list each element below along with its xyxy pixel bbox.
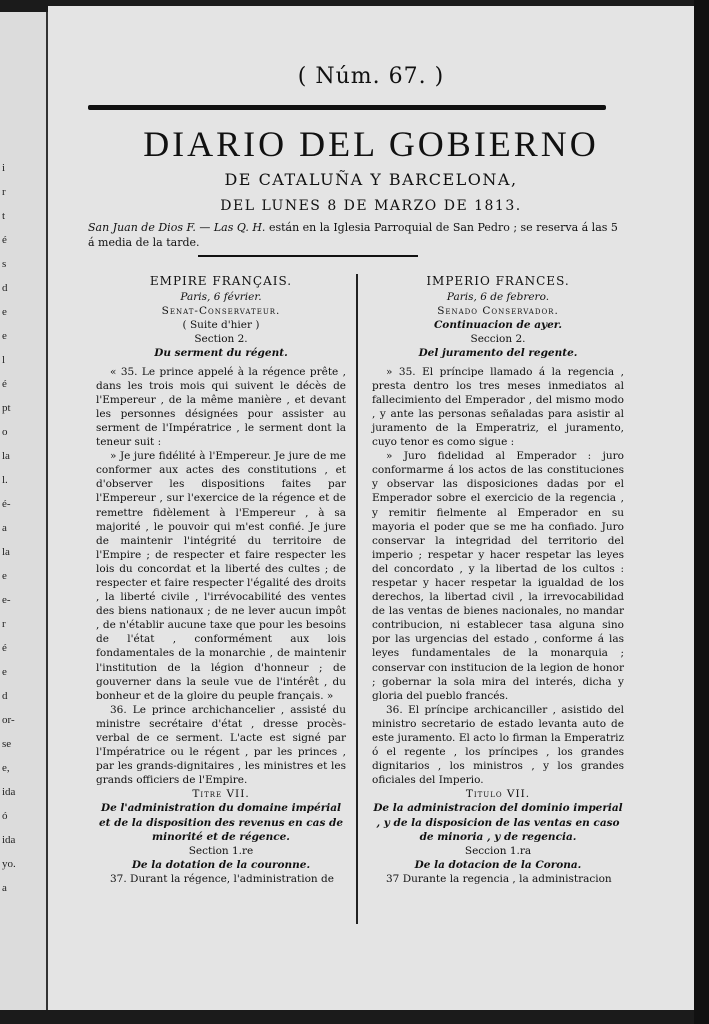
notice-text: están en la Iglesia Parroquial de San Pedro ; se reserva á las 5 á media de la tarde. bbox=[88, 221, 618, 249]
section-rule bbox=[198, 255, 418, 257]
margin-fragment: a bbox=[2, 522, 7, 534]
french-heading: EMPIRE FRANÇAIS. bbox=[149, 274, 293, 288]
spanish-paragraph: 36. El príncipe archicanciller , asistido del ministro secretario de estado levanta auto de este juramento. El acto lo firman la Emperatriz ó el regente , los príncipes , los grandes dignitarios , los ministros , y los grandes oficiales del Imperio. bbox=[372, 703, 624, 787]
spanish-heading: IMPERIO FRANCES. bbox=[426, 274, 570, 288]
top-rule bbox=[88, 105, 606, 110]
spanish-section1: Seccion 1.ra bbox=[464, 844, 532, 857]
margin-fragment: e bbox=[2, 666, 7, 678]
margin-fragment: l. bbox=[2, 474, 8, 486]
margin-fragment: t bbox=[2, 210, 6, 222]
spanish-section: Seccion 2. bbox=[470, 333, 526, 346]
margin-fragment: a bbox=[2, 882, 7, 894]
french-title7: Titre VII. bbox=[192, 788, 250, 801]
french-paragraph: 36. Le prince archichancelier , assisté du ministre secrétaire d'état , dresse procès-verbal de ce serment. L'acte est signé par l'Impératrice ou le régent , par les princes , par les grands-dignitaires , les ministres et les grands officiers de l'Empire. bbox=[96, 703, 346, 787]
spanish-title7: Titulo VII. bbox=[465, 788, 531, 801]
french-section-title: Du serment du régent. bbox=[154, 347, 288, 360]
margin-fragment: d bbox=[2, 690, 8, 702]
margin-fragment: ó bbox=[2, 810, 8, 822]
margin-fragment: é bbox=[2, 378, 7, 390]
french-last-line: 37. Durant la régence, l'administration de bbox=[110, 872, 334, 885]
margin-fragment: i bbox=[2, 162, 6, 174]
margin-fragment: é- bbox=[2, 498, 11, 510]
margin-fragment: r bbox=[2, 618, 6, 630]
column-divider bbox=[356, 274, 358, 924]
margin-fragment: o bbox=[2, 426, 8, 438]
masthead-subtitle: DE CATALUÑA Y BARCELONA, bbox=[224, 170, 518, 189]
margin-fragment: yo. bbox=[2, 858, 16, 870]
margin-fragment: r bbox=[2, 186, 6, 198]
french-dateline: Paris, 6 février. bbox=[180, 291, 262, 304]
church-notice bbox=[88, 220, 618, 250]
spanish-dateline: Paris, 6 de febrero. bbox=[446, 291, 550, 304]
margin-fragment: ida bbox=[2, 786, 16, 798]
margin-fragment: e, bbox=[2, 762, 10, 774]
margin-fragment: ida bbox=[2, 834, 16, 846]
margin-fragment: pt bbox=[2, 402, 11, 414]
spanish-body-title: Senado Conservador. bbox=[437, 305, 559, 318]
spanish-paragraph: » 35. El príncipe llamado á la regencia , presta dentro los tres meses inmediatos al fallecimiento del Emperador , del mismo modo , y ante las personas señaladas para asistir al juramento de la Emperatriz, el juramento, cuyo tenor es como sigue : bbox=[372, 365, 624, 449]
margin-fragment: e bbox=[2, 306, 7, 318]
binding-edge bbox=[694, 0, 709, 1024]
left-facing-page bbox=[0, 12, 49, 1010]
french-paragraph: « 35. Le prince appelé à la régence prête , dans les trois mois qui suivent le décès de l'Empereur , de la même manière , et devant les personnes désignées pour assister au serment de l'Impératrice , le serment dont la teneur suit : bbox=[96, 365, 346, 449]
spanish-section-title: Del juramento del regente. bbox=[418, 347, 578, 360]
margin-fragment: la bbox=[2, 546, 10, 558]
margin-fragment: e bbox=[2, 330, 7, 342]
margin-fragment: d bbox=[2, 282, 8, 294]
spanish-paragraph: » Juro fidelidad al Emperador : juro conformarme á los actos de las constituciones y observar las disposiciones dadas por el Emperador sobre el exercicio de la regencia , y remitir fielmente al Emperador en su mayoria el poder que se me ha confiado. Juro conservar la integridad del territorio del imperio ; respetar y hacer respetar las leyes del concordato , y la libertad de los cultos : respetar y hacer respetar la igualdad de los derechos, la libertad civil , la irrevocabilidad de las ventas de bienes nacionales, no mandar contribucion, ni establecer tasa alguna sino por las urgencias del estado , conforme á las leyes fundamentales de la monarquia ; conservar con institucion de la legion de honor ; gobernar la sola mira del interés, dicha y gloria del pueblo francés. bbox=[372, 450, 624, 702]
margin-fragment: é bbox=[2, 234, 7, 246]
spanish-title7-desc: De la administracion del dominio imperial , y de la disposicion de las ventas en caso de minoria , y de regencia. bbox=[373, 802, 623, 843]
french-title7-desc: De l'administration du domaine impérial et de la disposition des revenus en cas de minorité et de régence. bbox=[98, 802, 344, 843]
spanish-section1-title: De la dotacion de la Corona. bbox=[414, 858, 582, 871]
margin-fragment: se bbox=[2, 738, 12, 750]
margin-fragment: or- bbox=[2, 714, 15, 726]
margin-fragment: é bbox=[2, 642, 7, 654]
spanish-column bbox=[372, 274, 624, 886]
masthead-title: DIARIO DEL GOBIERNO bbox=[143, 124, 599, 164]
french-continuation: ( Suite d'hier ) bbox=[182, 319, 260, 332]
issue-number: ( Núm. 67. ) bbox=[297, 64, 445, 89]
spanish-last-line: 37 Durante la regencia , la administracion bbox=[386, 872, 612, 885]
french-section1: Section 1.re bbox=[188, 844, 254, 857]
spanish-continuation: Continuacion de ayer. bbox=[433, 319, 563, 332]
french-paragraph: » Je jure fidélité à l'Empereur. Je jure de me conformer aux actes des constitutions , et d'observer les dispositions faites par l'Empereur , sur l'exercice de la régence et de remettre fidèlement à l'Empereur , à sa majorité , le pouvoir qui m'est confié. Je jure de maintenir l'intégrité du territoire de l'Empire ; de respecter et faire respecter les lois du concordat et la liberté des cultes ; de respecter et faire respecter l'égalité des droits , la liberté civile , l'irrévocabilité des ventes des biens nationaux ; de ne lever aucun impôt , de n'établir aucune taxe que pour les besoins de l'état , conformément aux lois fondamentales de la monarchie , de maintenir l'institution de la légion d'honneur ; de gouverner dans la seule vue de l'intérêt , du bonheur et de la gloire du peuple français. » bbox=[96, 450, 346, 702]
french-body-title: Senat-Conservateur. bbox=[161, 305, 281, 318]
notice-saint: San Juan de Dios F. — Las Q. H. bbox=[88, 221, 266, 234]
margin-fragment: e bbox=[2, 570, 7, 582]
margin-fragment: e- bbox=[2, 594, 11, 606]
margin-fragment: s bbox=[2, 258, 7, 270]
french-section: Section 2. bbox=[194, 333, 248, 346]
french-column bbox=[96, 274, 346, 886]
newspaper-page bbox=[48, 6, 694, 1010]
margin-fragment: la bbox=[2, 450, 10, 462]
margin-fragment: l bbox=[2, 354, 6, 366]
issue-date: DEL LUNES 8 DE MARZO DE 1813. bbox=[220, 198, 522, 214]
french-section1-title: De la dotation de la couronne. bbox=[131, 858, 311, 871]
